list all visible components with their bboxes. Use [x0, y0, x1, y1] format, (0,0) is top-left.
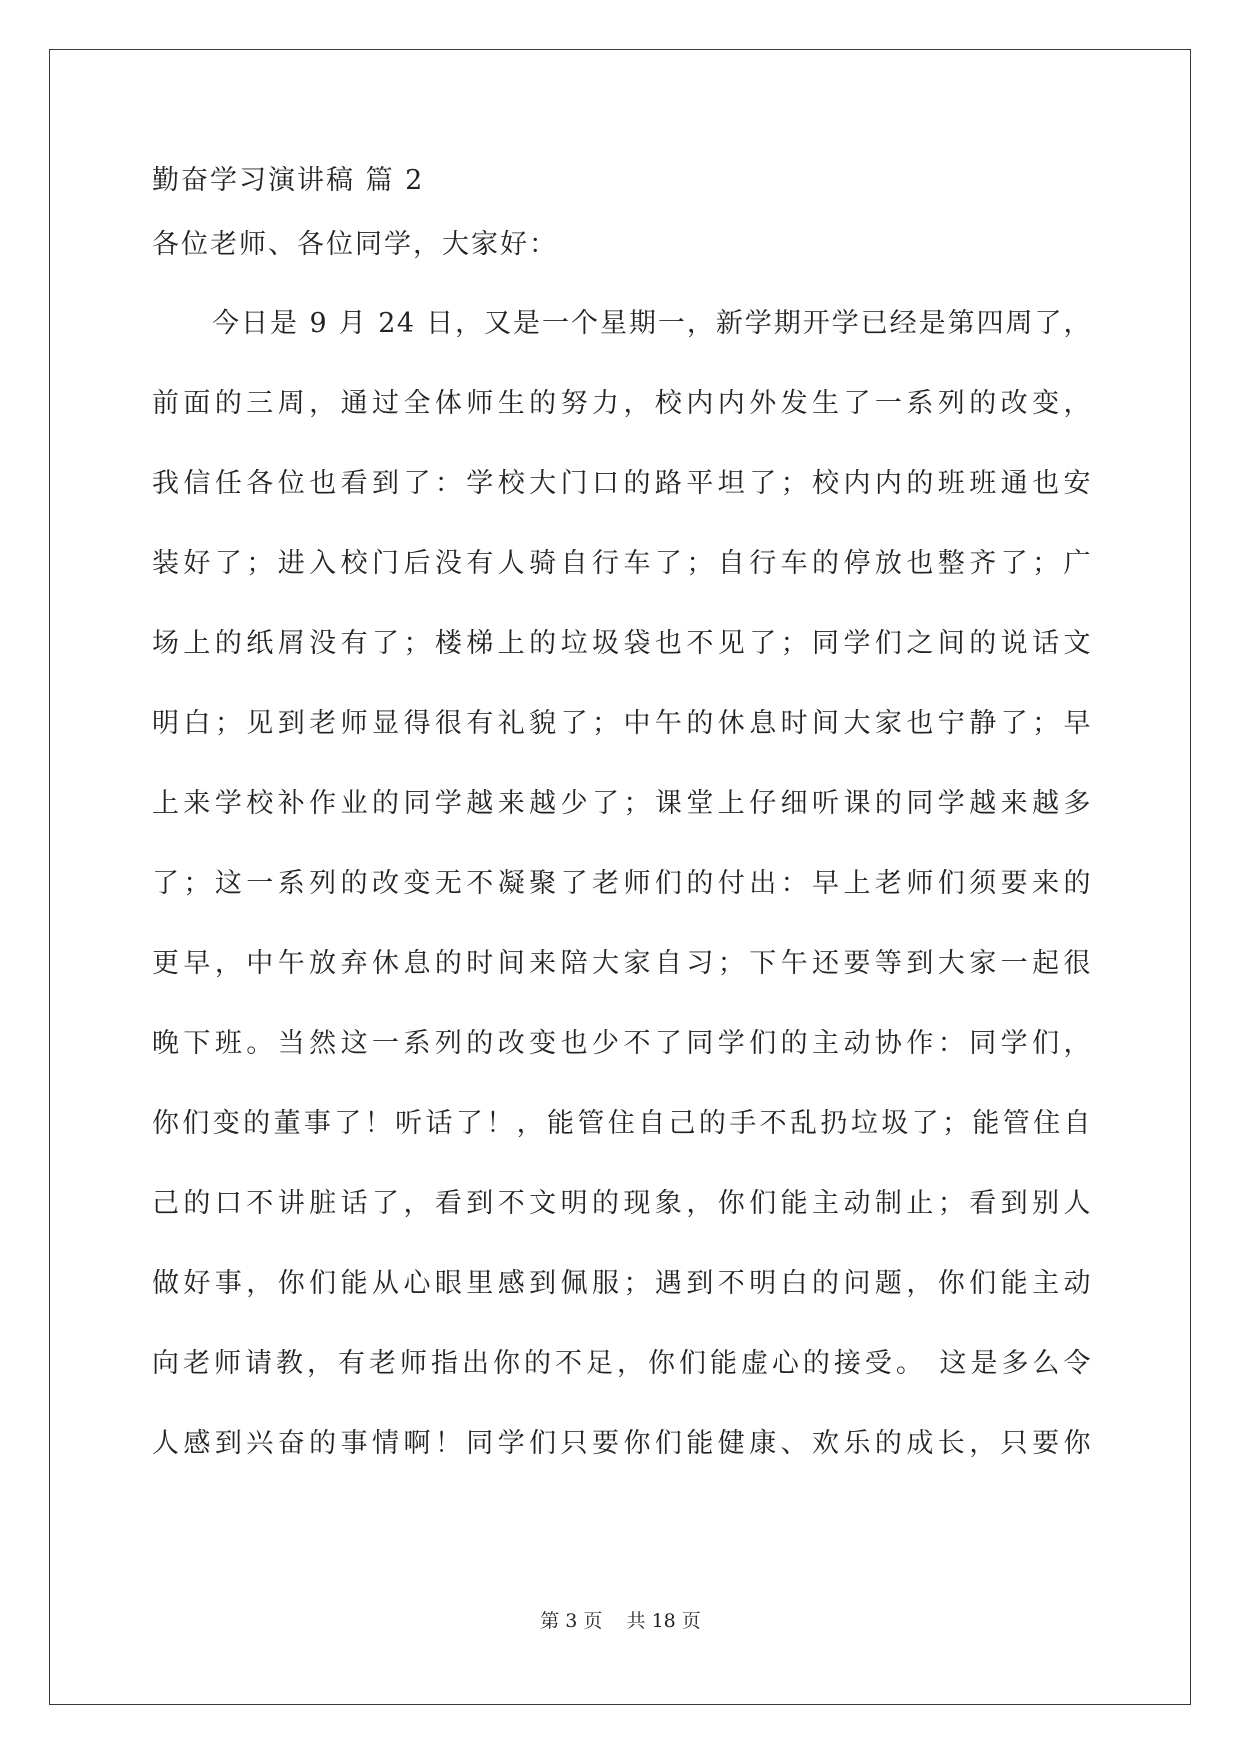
document-body — [152, 160, 1092, 1484]
text-line: 己的口不讲脏话了，看到不文明的现象，你们能主动制止；看到别人 — [152, 1188, 1092, 1219]
section-heading: 勤奋学习演讲稿 篇 2 — [152, 165, 425, 196]
text-line: 你们变的董事了！听话了！，能管住自己的手不乱扔垃圾了；能管住自 — [152, 1108, 1092, 1139]
text-line: 明白；见到老师显得很有礼貌了；中午的休息时间大家也宁静了；早 — [152, 708, 1092, 739]
speech-paragraph — [152, 284, 1092, 1484]
text-line: 做好事，你们能从心眼里感到佩服；遇到不明白的问题，你们能主动 — [152, 1268, 1092, 1299]
text-line: 前面的三周，通过全体师生的努力，校内内外发生了一系列的改变， — [152, 388, 1092, 419]
text-line: 更早，中午放弃休息的时间来陪大家自习；下午还要等到大家一起很 — [152, 948, 1092, 979]
text-line: 场上的纸屑没有了；楼梯上的垃圾袋也不见了；同学们之间的说话文 — [152, 628, 1092, 659]
text-line: 上来学校补作业的同学越来越少了；课堂上仔细听课的同学越来越多 — [152, 788, 1092, 819]
speech-greeting: 各位老师、各位同学，大家好： — [152, 229, 558, 260]
text-line: 装好了；进入校门后没有人骑自行车了；自行车的停放也整齐了；广 — [152, 548, 1092, 579]
text-line: 人感到兴奋的事情啊！同学们只要你们能健康、欢乐的成长，只要你 — [152, 1428, 1092, 1459]
page-total: 共 18 页 — [626, 1610, 701, 1632]
text-line: 向老师请教，有老师指出你的不足，你们能虚心的接受。 这是多么令 — [152, 1348, 1092, 1379]
page-number: 第 3 页 — [540, 1610, 603, 1632]
text-line: 今日是 9 月 24 日，又是一个星期一，新学期开学已经是第四周了， — [212, 308, 1092, 339]
text-line: 我信任各位也看到了：学校大门口的路平坦了；校内内的班班通也安 — [152, 468, 1092, 499]
text-line: 了；这一系列的改变无不凝聚了老师们的付出：早上老师们须要来的 — [152, 868, 1092, 899]
page-footer — [0, 1606, 1241, 1633]
text-line: 晚下班。当然这一系列的改变也少不了同学们的主动协作：同学们， — [152, 1028, 1092, 1059]
